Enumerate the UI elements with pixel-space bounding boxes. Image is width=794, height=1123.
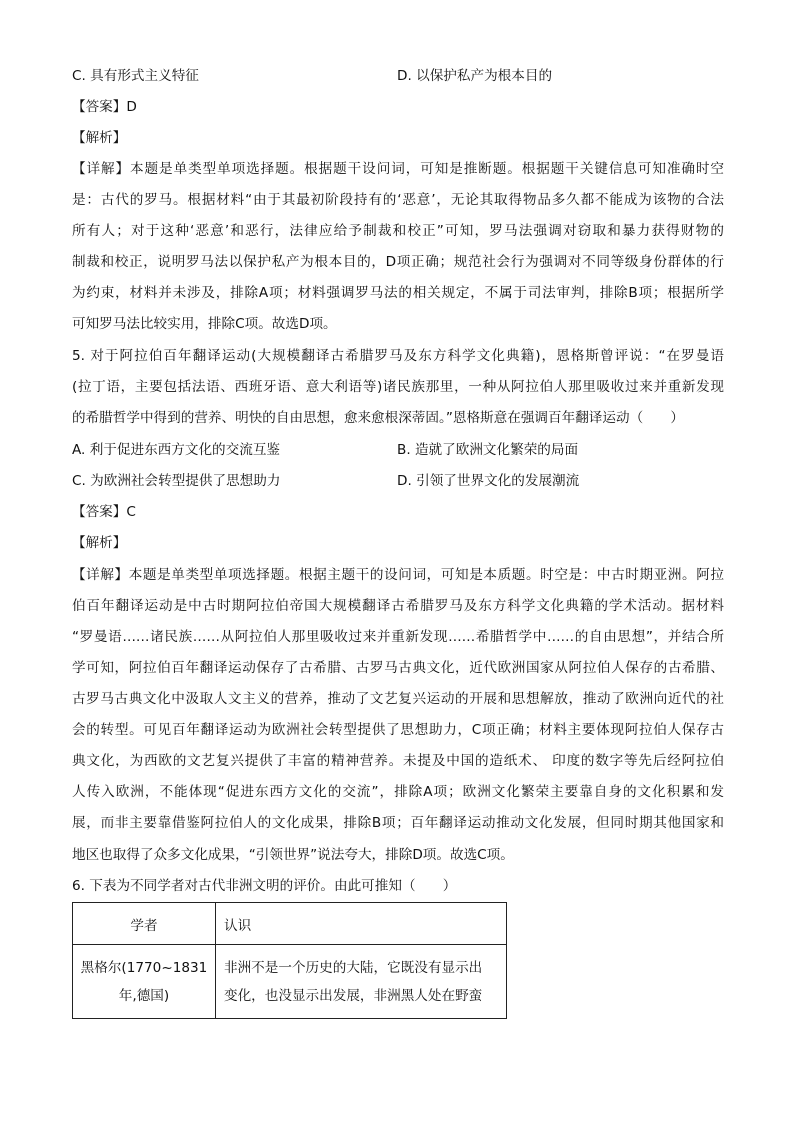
q5-detail-line: 会的转型。可见百年翻译运动为欧洲社会转型提供了思想助力，C项正确；材料主要体现阿拉伯人保存古 [72, 722, 724, 738]
header-scholar: 学者 [73, 903, 216, 945]
q5-detail-line: 地区也取得了众多文化成果，“引领世界”说法夸大，排除D项。故选C项。 [72, 847, 514, 863]
q5-stem-line: 5. 对于阿拉伯百年翻译运动(大规模翻译古希腊罗马及东方科学文化典籍)，恩格斯曾评说：“在罗曼语 [72, 348, 724, 364]
q5-analysis-label: 【解析】 [72, 535, 127, 551]
table-row [73, 945, 507, 1019]
q6-stem: 6. 下表为不同学者对古代非洲文明的评价。由此可推知（ ） [72, 878, 457, 894]
q5-stem-line: (拉丁语，主要包括法语、西班牙语、意大利语等)诸民族那里，一种从阿拉伯人那里吸收过来并重新发现 [72, 379, 724, 395]
q5-option-a: A. 利于促进东西方文化的交流互鉴 [72, 442, 281, 458]
cell-scholar [73, 945, 216, 1019]
q4-detail-line: 可知罗马法比较实用，排除C项。故选D项。 [72, 316, 337, 332]
q5-detail-line: 伯百年翻译运动是中古时期阿拉伯帝国大规模翻译古希腊罗马及东方科学文化典籍的学术活动。据材料 [72, 598, 724, 614]
q5-detail-line: 人传入欧洲，不能体现“促进东西方文化的交流”，排除A项；欧洲文化繁荣主要靠自身的文化积累和发 [72, 784, 724, 800]
table-header-row [73, 903, 507, 945]
q4-detail-line: 制裁和校正，说明罗马法以保护私产为根本目的，D项正确；规范社会行为强调对不同等级身份群体的行 [72, 254, 724, 270]
cell-scholar-line: 年,德国) [118, 987, 170, 1004]
cell-view-line: 变化，也没显示出发展，非洲黑人处在野蛮 [224, 987, 483, 1004]
q5-option-c: C. 为欧洲社会转型提供了思想助力 [72, 473, 281, 489]
q5-option-b: B. 造就了欧洲文化繁荣的局面 [397, 442, 579, 458]
q4-answer: 【答案】D [72, 99, 137, 115]
q5-detail-line: 展，而非主要靠借鉴阿拉伯人的文化成果，排除B项；百年翻译运动推动文化发展，但同时期其他国家和 [72, 815, 724, 831]
q5-answer: 【答案】C [72, 504, 136, 520]
scholar-view-table [72, 902, 507, 1019]
q4-detail-line: 【详解】本题是单类型单项选择题。根据题干设问词，可知是推断题。根据题干关键信息可知准确时空 [72, 161, 724, 177]
cell-view [216, 945, 507, 1019]
header-view: 认识 [216, 903, 507, 945]
cell-view-line: 非洲不是一个历史的大陆，它既没有显示出 [224, 959, 483, 976]
q5-detail-line: “罗曼语……诸民族……从阿拉伯人那里吸收过来并重新发现……希腊哲学中……的自由思想”，并结合所 [72, 629, 724, 645]
cell-scholar-line: 黑格尔(1770~1831 [80, 959, 208, 976]
q4-detail-line: 是：古代的罗马。根据材料“由于其最初阶段持有的‘恶意’，无论其取得物品多久都不能成为该物的合法 [72, 192, 724, 208]
q4-detail-line: 所有人；对于这种‘恶意’和恶行，法律应给予制裁和校正”可知，罗马法强调对窃取和暴力获得财物的 [72, 223, 724, 239]
q4-analysis-label: 【解析】 [72, 130, 127, 146]
q5-detail-line: 典文化，为西欧的文艺复兴提供了丰富的精神营养。未提及中国的造纸术、 印度的数字等先后经阿拉伯 [72, 753, 724, 769]
q5-detail-line: 古罗马古典文化中汲取人文主义的营养，推动了文艺复兴运动的开展和思想解放，推动了欧洲向近代的社 [72, 691, 724, 707]
q5-detail-line: 【详解】本题是单类型单项选择题。根据主题干的设问词，可知是本质题。时空是：中古时期亚洲。阿拉 [72, 567, 724, 583]
q4-option-d: D. 以保护私产为根本目的 [397, 68, 553, 84]
q5-option-d: D. 引领了世界文化的发展潮流 [397, 473, 580, 489]
q5-stem-line: 的希腊哲学中得到的营养、明快的自由思想，愈来愈根深蒂固。”恩格斯意在强调百年翻译运动（ ） [72, 410, 684, 426]
q4-detail-line: 为约束，材料并未涉及，排除A项；材料强调罗马法的相关规定，不属于司法审判，排除B项；根据所学 [72, 285, 724, 301]
q4-option-c: C. 具有形式主义特征 [72, 68, 199, 84]
q5-detail-line: 学可知，阿拉伯百年翻译运动保存了古希腊、古罗马古典文化，近代欧洲国家从阿拉伯人保存的古希腊、 [72, 660, 724, 676]
